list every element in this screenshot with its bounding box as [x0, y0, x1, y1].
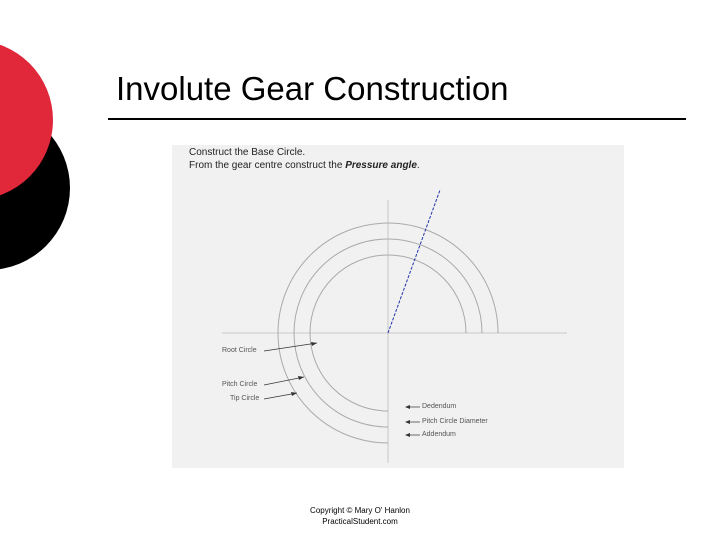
pitch-circle-leader — [264, 377, 304, 385]
pitch-circle-arrowhead — [298, 376, 304, 380]
copyright-text: Copyright © Mary O' Hanlon — [310, 506, 410, 515]
addendum-label: Addendum — [422, 431, 456, 438]
footer-credit — [260, 505, 460, 527]
instruction-line-1: Construct the Base Circle. — [189, 147, 306, 158]
title-rule — [108, 118, 686, 120]
pitch-circle-diameter-arrowhead — [405, 420, 410, 424]
instruction-line-2-prefix: From the gear centre construct the — [189, 160, 346, 171]
dedendum-arrowhead — [405, 405, 410, 409]
root-circle-arrowhead — [311, 342, 317, 346]
pitch-circle-label: Pitch Circle — [222, 381, 258, 388]
pressure-angle-term: Pressure angle — [345, 160, 417, 171]
pressure-angle-line — [388, 190, 440, 333]
site-text: PracticalStudent.com — [322, 517, 398, 526]
pitch-circle-lower-arc — [294, 333, 388, 427]
root-circle-leader — [264, 343, 317, 351]
dedendum-label: Dedendum — [422, 403, 457, 410]
root-circle-label: Root Circle — [222, 347, 257, 354]
addendum-arrowhead — [405, 433, 410, 437]
instruction-line-2 — [189, 160, 420, 171]
tip-circle-label: Tip Circle — [230, 395, 260, 402]
gear-construction-drawing — [172, 145, 624, 468]
slide-title: Involute Gear Construction — [116, 70, 509, 107]
gear-construction-figure — [172, 145, 624, 468]
pitch-circle-diameter-label: Pitch Circle Diameter — [422, 418, 488, 425]
instruction-line-2-suffix: . — [416, 160, 420, 171]
